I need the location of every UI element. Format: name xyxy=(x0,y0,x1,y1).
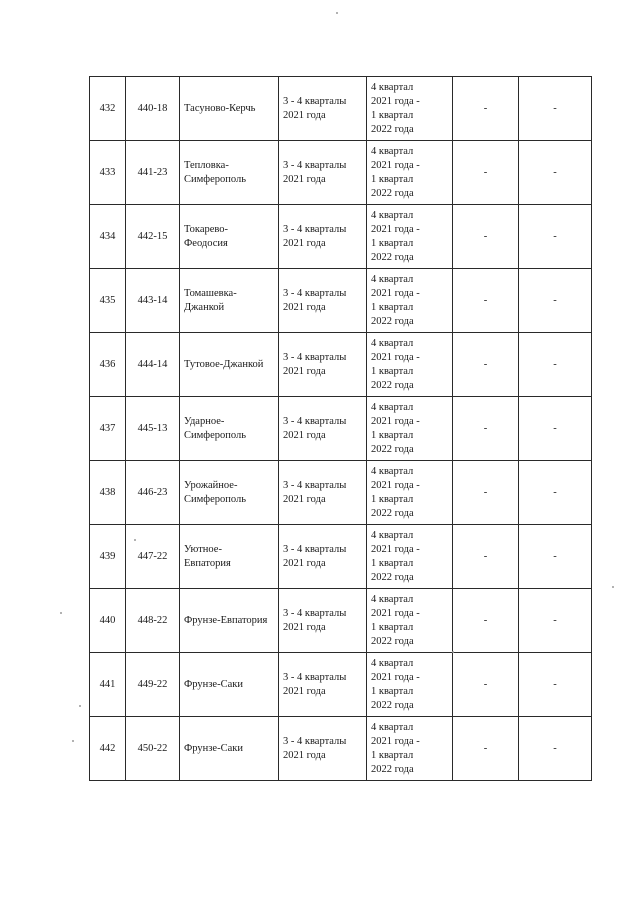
term-cell-line: 1 квартал xyxy=(371,685,414,697)
route-name-cell xyxy=(180,525,279,589)
table-row xyxy=(90,525,592,589)
term-cell-line: 2021 года - xyxy=(371,95,420,107)
term-cell-line: 1 квартал xyxy=(371,621,414,633)
term-cell-line: 2022 года xyxy=(371,251,414,263)
period-cell-line: 3 - 4 кварталы xyxy=(283,95,347,107)
table-row xyxy=(90,461,592,525)
route-code-cell: 444-14 xyxy=(126,333,180,397)
period-cell-line: 3 - 4 кварталы xyxy=(283,415,347,427)
route-name-cell-line: Токарево- xyxy=(184,223,229,235)
route-name-cell-line: Уютное- xyxy=(184,543,222,555)
route-name-cell-line: Тепловка- xyxy=(184,159,229,171)
route-code-cell: 447-22 xyxy=(126,525,180,589)
dash-cell: - xyxy=(519,141,592,205)
term-cell xyxy=(367,589,453,653)
dash-cell: - xyxy=(519,461,592,525)
route-name-cell xyxy=(180,333,279,397)
table-row xyxy=(90,397,592,461)
dash-cell: - xyxy=(453,333,519,397)
route-name-cell xyxy=(180,141,279,205)
dash-cell: - xyxy=(453,461,519,525)
term-cell xyxy=(367,269,453,333)
term-cell-line: 2021 года - xyxy=(371,543,420,555)
dash-cell: - xyxy=(519,269,592,333)
period-cell xyxy=(279,333,367,397)
term-cell-line: 2021 года - xyxy=(371,351,420,363)
dash-cell: - xyxy=(519,717,592,781)
route-code-cell: 443-14 xyxy=(126,269,180,333)
period-cell-line: 3 - 4 кварталы xyxy=(283,671,347,683)
schedule-table-body xyxy=(90,77,592,781)
schedule-table xyxy=(89,76,592,781)
term-cell-line: 2022 года xyxy=(371,571,414,583)
term-cell-line: 2021 года - xyxy=(371,671,420,683)
period-cell-line: 2021 года xyxy=(283,493,326,505)
route-name-cell xyxy=(180,461,279,525)
scan-speck xyxy=(60,612,62,614)
route-name-cell-line: Джанкой xyxy=(184,301,225,313)
scan-speck xyxy=(72,740,74,742)
term-cell xyxy=(367,77,453,141)
row-number-cell: 435 xyxy=(90,269,126,333)
term-cell-line: 2022 года xyxy=(371,699,414,711)
dash-cell: - xyxy=(519,589,592,653)
term-cell xyxy=(367,333,453,397)
table-row xyxy=(90,333,592,397)
period-cell xyxy=(279,717,367,781)
term-cell-line: 4 квартал xyxy=(371,145,414,157)
dash-cell: - xyxy=(453,205,519,269)
scan-speck xyxy=(79,705,81,707)
period-cell-line: 2021 года xyxy=(283,557,326,569)
route-name-cell-line: Урожайное- xyxy=(184,479,238,491)
term-cell-line: 2022 года xyxy=(371,763,414,775)
term-cell-line: 1 квартал xyxy=(371,429,414,441)
period-cell-line: 3 - 4 кварталы xyxy=(283,287,347,299)
dash-cell: - xyxy=(519,77,592,141)
row-number-cell: 439 xyxy=(90,525,126,589)
term-cell-line: 2021 года - xyxy=(371,607,420,619)
term-cell-line: 4 квартал xyxy=(371,209,414,221)
period-cell-line: 3 - 4 кварталы xyxy=(283,223,347,235)
scan-speck xyxy=(452,651,454,653)
term-cell xyxy=(367,141,453,205)
term-cell-line: 2022 года xyxy=(371,187,414,199)
dash-cell: - xyxy=(519,205,592,269)
row-number-cell: 441 xyxy=(90,653,126,717)
period-cell-line: 2021 года xyxy=(283,749,326,761)
term-cell-line: 4 квартал xyxy=(371,401,414,413)
table-row xyxy=(90,269,592,333)
term-cell-line: 1 квартал xyxy=(371,557,414,569)
dash-cell: - xyxy=(519,333,592,397)
route-name-cell-line: Томашевка- xyxy=(184,287,237,299)
period-cell-line: 3 - 4 кварталы xyxy=(283,159,347,171)
term-cell-line: 2022 года xyxy=(371,123,414,135)
term-cell-line: 2022 года xyxy=(371,507,414,519)
term-cell-line: 1 квартал xyxy=(371,493,414,505)
route-code-cell: 446-23 xyxy=(126,461,180,525)
route-code-cell: 450-22 xyxy=(126,717,180,781)
route-name-cell-line: Симферополь xyxy=(184,173,246,185)
route-code-cell: 449-22 xyxy=(126,653,180,717)
term-cell-line: 2022 года xyxy=(371,635,414,647)
period-cell-line: 2021 года xyxy=(283,621,326,633)
dash-cell: - xyxy=(519,397,592,461)
period-cell-line: 2021 года xyxy=(283,301,326,313)
route-name-cell-line: Евпатория xyxy=(184,557,231,569)
table-row xyxy=(90,77,592,141)
route-name-cell-line: Тасуново-Керчь xyxy=(184,102,256,114)
period-cell xyxy=(279,141,367,205)
dash-cell: - xyxy=(453,653,519,717)
row-number-cell: 442 xyxy=(90,717,126,781)
term-cell xyxy=(367,525,453,589)
route-name-cell xyxy=(180,205,279,269)
route-code-cell: 440-18 xyxy=(126,77,180,141)
route-code-cell: 441-23 xyxy=(126,141,180,205)
period-cell xyxy=(279,77,367,141)
dash-cell: - xyxy=(453,717,519,781)
term-cell-line: 2022 года xyxy=(371,315,414,327)
term-cell-line: 1 квартал xyxy=(371,173,414,185)
term-cell xyxy=(367,717,453,781)
row-number-cell: 432 xyxy=(90,77,126,141)
term-cell xyxy=(367,461,453,525)
period-cell xyxy=(279,397,367,461)
scan-speck xyxy=(336,12,338,14)
term-cell-line: 4 квартал xyxy=(371,593,414,605)
term-cell-line: 2021 года - xyxy=(371,287,420,299)
route-name-cell-line: Симферополь xyxy=(184,429,246,441)
period-cell-line: 2021 года xyxy=(283,685,326,697)
route-name-cell-line: Феодосия xyxy=(184,237,228,249)
table-row xyxy=(90,589,592,653)
term-cell-line: 2021 года - xyxy=(371,735,420,747)
term-cell-line: 4 квартал xyxy=(371,657,414,669)
term-cell xyxy=(367,205,453,269)
term-cell-line: 1 квартал xyxy=(371,109,414,121)
term-cell-line: 2022 года xyxy=(371,443,414,455)
period-cell-line: 3 - 4 кварталы xyxy=(283,351,347,363)
route-name-cell-line: Ударное- xyxy=(184,415,225,427)
dash-cell: - xyxy=(453,141,519,205)
period-cell-line: 2021 года xyxy=(283,237,326,249)
route-name-cell xyxy=(180,653,279,717)
period-cell xyxy=(279,653,367,717)
period-cell-line: 3 - 4 кварталы xyxy=(283,607,347,619)
term-cell-line: 1 квартал xyxy=(371,749,414,761)
period-cell-line: 2021 года xyxy=(283,365,326,377)
term-cell-line: 1 квартал xyxy=(371,301,414,313)
period-cell-line: 3 - 4 кварталы xyxy=(283,543,347,555)
table-row xyxy=(90,653,592,717)
row-number-cell: 438 xyxy=(90,461,126,525)
term-cell-line: 4 квартал xyxy=(371,273,414,285)
term-cell-line: 4 квартал xyxy=(371,465,414,477)
route-name-cell-line: Фрунзе-Саки xyxy=(184,742,243,754)
period-cell-line: 3 - 4 кварталы xyxy=(283,735,347,747)
scan-speck xyxy=(612,586,614,588)
dash-cell: - xyxy=(453,77,519,141)
row-number-cell: 440 xyxy=(90,589,126,653)
term-cell-line: 4 квартал xyxy=(371,529,414,541)
dash-cell: - xyxy=(519,653,592,717)
term-cell xyxy=(367,653,453,717)
route-name-cell xyxy=(180,397,279,461)
term-cell-line: 4 квартал xyxy=(371,721,414,733)
route-name-cell-line: Тутовое-Джанкой xyxy=(184,358,264,370)
route-name-cell xyxy=(180,717,279,781)
term-cell-line: 1 квартал xyxy=(371,237,414,249)
table-row xyxy=(90,717,592,781)
term-cell-line: 4 квартал xyxy=(371,81,414,93)
dash-cell: - xyxy=(519,525,592,589)
route-name-cell-line: Симферополь xyxy=(184,493,246,505)
term-cell-line: 2021 года - xyxy=(371,415,420,427)
term-cell-line: 2021 года - xyxy=(371,479,420,491)
term-cell-line: 1 квартал xyxy=(371,365,414,377)
route-code-cell: 445-13 xyxy=(126,397,180,461)
period-cell-line: 2021 года xyxy=(283,429,326,441)
route-name-cell xyxy=(180,269,279,333)
route-code-cell: 442-15 xyxy=(126,205,180,269)
term-cell-line: 4 квартал xyxy=(371,337,414,349)
term-cell-line: 2021 года - xyxy=(371,223,420,235)
term-cell-line: 2021 года - xyxy=(371,159,420,171)
term-cell-line: 2022 года xyxy=(371,379,414,391)
period-cell-line: 2021 года xyxy=(283,173,326,185)
row-number-cell: 436 xyxy=(90,333,126,397)
row-number-cell: 434 xyxy=(90,205,126,269)
row-number-cell: 437 xyxy=(90,397,126,461)
dash-cell: - xyxy=(453,525,519,589)
table-row xyxy=(90,205,592,269)
period-cell xyxy=(279,269,367,333)
period-cell-line: 3 - 4 кварталы xyxy=(283,479,347,491)
route-code-cell: 448-22 xyxy=(126,589,180,653)
route-name-cell-line: Фрунзе-Саки xyxy=(184,678,243,690)
route-name-cell xyxy=(180,589,279,653)
period-cell xyxy=(279,525,367,589)
table-row xyxy=(90,141,592,205)
period-cell-line: 2021 года xyxy=(283,109,326,121)
term-cell xyxy=(367,397,453,461)
period-cell xyxy=(279,461,367,525)
row-number-cell: 433 xyxy=(90,141,126,205)
route-name-cell xyxy=(180,77,279,141)
dash-cell: - xyxy=(453,269,519,333)
dash-cell: - xyxy=(453,589,519,653)
dash-cell: - xyxy=(453,397,519,461)
route-name-cell-line: Фрунзе-Евпатория xyxy=(184,614,268,626)
period-cell xyxy=(279,205,367,269)
scan-speck xyxy=(134,539,136,541)
period-cell xyxy=(279,589,367,653)
